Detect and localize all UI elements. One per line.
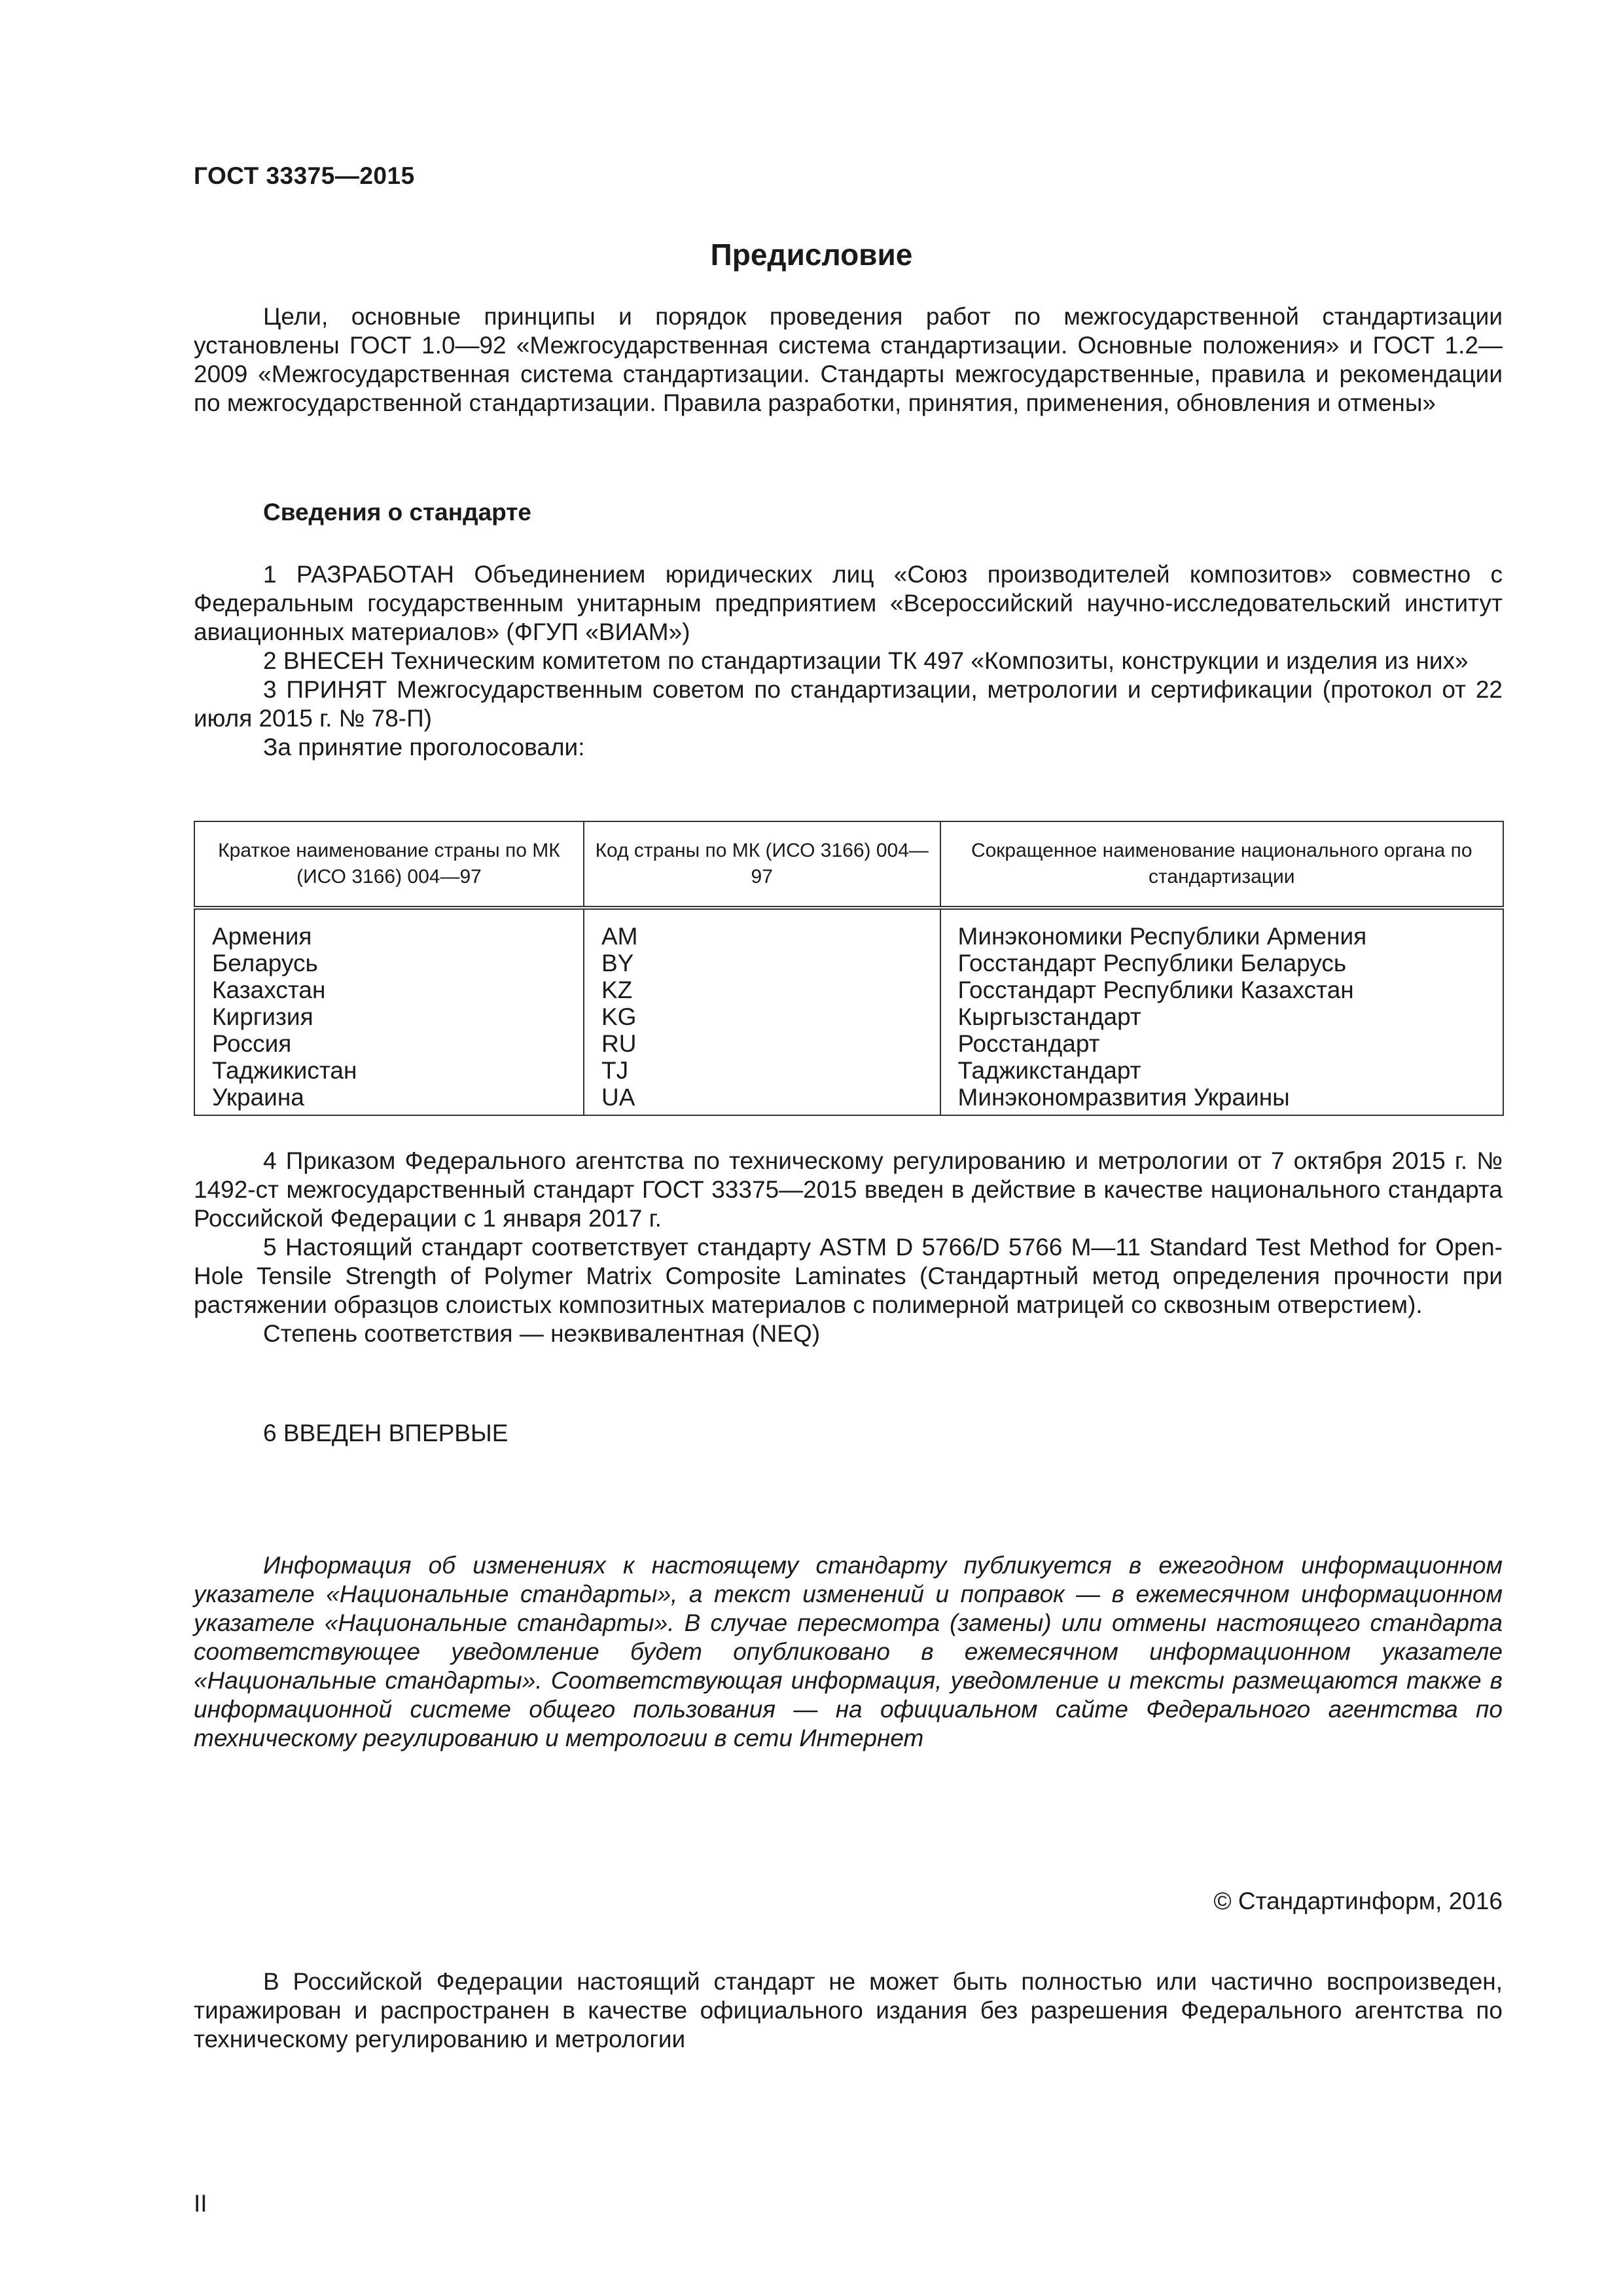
cell-code: RU [584, 1030, 940, 1057]
table-row [194, 1003, 1503, 1030]
cell-body: Минэкономразвития Украины [940, 1084, 1504, 1115]
cell-code: KG [584, 1003, 940, 1030]
table-row [194, 950, 1503, 977]
table-header-country: Краткое наименование страны по МК (ИСО 3166) 004—97 [194, 821, 584, 908]
item-6: 6 ВВЕДЕН ВПЕРВЫЕ [263, 1420, 508, 1446]
cell-body: Таджикстандарт [940, 1057, 1504, 1084]
table-header-body: Сокращенное наименование национального органа по стандартизации [940, 821, 1504, 908]
standard-id: ГОСТ 33375—2015 [194, 162, 415, 189]
cell-country: Россия [194, 1030, 584, 1057]
cell-code: TJ [584, 1057, 940, 1084]
cell-body: Кыргызстандарт [940, 1003, 1504, 1030]
cell-body: Росстандарт [940, 1030, 1504, 1057]
info-heading: Сведения о стандарте [263, 499, 531, 526]
cell-country: Таджикистан [194, 1057, 584, 1084]
table-row [194, 977, 1503, 1003]
cell-body: Госстандарт Республики Казахстан [940, 977, 1504, 1003]
cell-code: KZ [584, 977, 940, 1003]
cell-country: Казахстан [194, 977, 584, 1003]
table-header-code: Код страны по МК (ИСО 3166) 004—97 [584, 821, 940, 908]
table-row [194, 1030, 1503, 1057]
notice-block [194, 1551, 1503, 1753]
item-4: 4 Приказом Федерального агентства по техническому регулированию и метрологии от 7 октября 2015 г. № 1492-ст межгосударственный стандарт ГОСТ 33375—2015 введен в действие в качестве национального стандарта Российской Федерации с 1 января 2017 г. [194, 1147, 1503, 1232]
table-row [194, 1084, 1503, 1115]
cell-country: Украина [194, 1084, 584, 1115]
page-number: II [194, 2190, 207, 2217]
cell-country: Беларусь [194, 950, 584, 977]
table-header-row [194, 821, 1503, 908]
cell-code: AM [584, 908, 940, 950]
cell-country: Киргизия [194, 1003, 584, 1030]
copyright: © Стандартинформ, 2016 [1213, 1888, 1503, 1914]
voting-table [194, 821, 1504, 1116]
table-row [194, 908, 1503, 950]
cell-country: Армения [194, 908, 584, 950]
item-3: 3 ПРИНЯТ Межгосударственным советом по стандартизации, метрологии и сертификации (протокол от 22 июля 2015 г. № 78-П) [194, 676, 1503, 732]
intro-block [194, 302, 1503, 418]
voters-intro: За принятие проголосовали: [263, 734, 585, 761]
intro-paragraph: Цели, основные принципы и порядок проведения работ по межгосударственной стандартизации установлены ГОСТ 1.0—92 «Межгосударственная система стандартизации. Основные положения» и ГОСТ 1.2—2009 «Межгосударственная система стандартизации. Стандарты межгосударственные, правила и рекомендации по межгосударственной стандартизации. Правила разработки, принятия, применения, обновления и отмены» [194, 303, 1503, 416]
item-1: 1 РАЗРАБОТАН Объединением юридических лиц «Союз производителей композитов» совместно с Федеральным государственным унитарным предприятием «Всероссийский научно-исследовательский институт авиационных материалов» (ФГУП «ВИАМ») [194, 561, 1503, 645]
item-6-block [194, 1419, 1503, 1448]
item-5: 5 Настоящий стандарт соответствует стандарту ASTM D 5766/D 5766 M—11 Standard Test Method for Open-Hole Tensile Strength of Polymer Matrix Composite Laminates (Стандартный метод определения прочности при растяжении образцов слоистых композитных материалов с полимерной матрицей со сквозным отверстием). [194, 1234, 1503, 1318]
legal-block [194, 1967, 1503, 2054]
table-row [194, 1057, 1503, 1084]
page-title: Предисловие [710, 238, 913, 272]
items-block-b [194, 1147, 1503, 1348]
items-block-a [194, 560, 1503, 762]
legal-paragraph: В Российской Федерации настоящий стандарт не может быть полностью или частично воспроизведен, тиражирован и распространен в качестве официального издания без разрешения Федерального агентства по техническому регулированию и метрологии [194, 1968, 1503, 2053]
conformity-degree: Степень соответствия — неэквивалентная (NEQ) [263, 1320, 821, 1347]
notice-paragraph: Информация об изменениях к настоящему стандарту публикуется в ежегодном информационном указателе «Национальные стандарты», а текст изменений и поправок — в ежемесячном информационном указателе «Национальные стандарты». В случае пересмотра (замены) или отмены настоящего стандарта соответствующее уведомление будет опубликовано в ежемесячном информационном указателе «Национальные стандарты». Соответствующая информация, уведомление и тексты размещаются также в информационной системе общего пользования — на официальном сайте Федерального агентства по техническому регулированию и метрологии в сети Интернет [194, 1552, 1503, 1751]
cell-code: BY [584, 950, 940, 977]
item-2: 2 ВНЕСЕН Техническим комитетом по стандартизации ТК 497 «Композиты, конструкции и изделия из них» [263, 647, 1469, 674]
cell-body: Госстандарт Республики Беларусь [940, 950, 1504, 977]
cell-code: UA [584, 1084, 940, 1115]
cell-body: Минэкономики Республики Армения [940, 908, 1504, 950]
